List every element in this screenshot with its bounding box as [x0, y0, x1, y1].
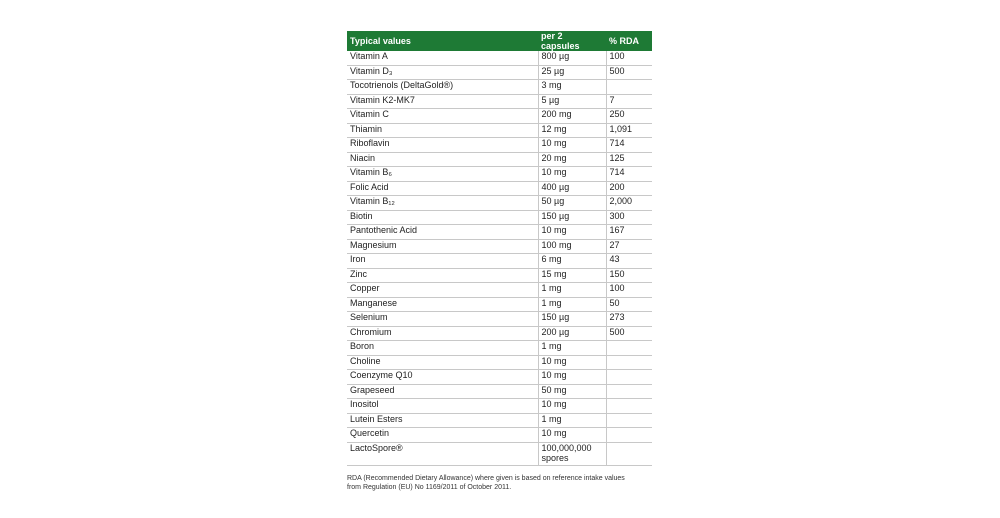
nutrient-amount: 10 mg	[538, 138, 606, 153]
nutrient-name: Iron	[347, 254, 538, 269]
nutrition-panel	[347, 31, 652, 492]
nutrient-rda	[606, 399, 652, 414]
nutrient-amount: 200 µg	[538, 326, 606, 341]
header-rda: % RDA	[606, 31, 652, 51]
nutrient-rda: 1,091	[606, 123, 652, 138]
nutrient-name: Grapeseed	[347, 384, 538, 399]
nutrient-rda: 7	[606, 94, 652, 109]
nutrient-name: Vitamin D₃	[347, 65, 538, 80]
nutrient-rda	[606, 384, 652, 399]
nutrient-name: Magnesium	[347, 239, 538, 254]
nutrient-amount: 15 mg	[538, 268, 606, 283]
nutrient-rda: 50	[606, 297, 652, 312]
nutrient-rda: 714	[606, 138, 652, 153]
header-typical-values: Typical values	[347, 31, 538, 51]
nutrient-amount: 100,000,000 spores	[538, 442, 606, 465]
nutrient-amount: 1 mg	[538, 413, 606, 428]
nutrient-rda: 300	[606, 210, 652, 225]
nutrient-rda: 43	[606, 254, 652, 269]
table-row	[347, 413, 652, 428]
nutrient-name: Folic Acid	[347, 181, 538, 196]
nutrient-rda	[606, 341, 652, 356]
nutrient-name: Boron	[347, 341, 538, 356]
table-row	[347, 384, 652, 399]
nutrient-name: Vitamin A	[347, 51, 538, 65]
nutrient-rda: 2,000	[606, 196, 652, 211]
nutrient-rda: 125	[606, 152, 652, 167]
nutrient-rda: 150	[606, 268, 652, 283]
nutrient-amount: 10 mg	[538, 399, 606, 414]
nutrient-name: Zinc	[347, 268, 538, 283]
table-row	[347, 94, 652, 109]
nutrient-rda	[606, 442, 652, 465]
nutrient-amount: 50 mg	[538, 384, 606, 399]
nutrient-amount: 10 mg	[538, 355, 606, 370]
nutrient-name: LactoSpore®	[347, 442, 538, 465]
table-row	[347, 326, 652, 341]
nutrient-name: Copper	[347, 283, 538, 298]
table-row	[347, 355, 652, 370]
nutrient-amount: 50 µg	[538, 196, 606, 211]
nutrient-rda: 250	[606, 109, 652, 124]
nutrient-rda: 167	[606, 225, 652, 240]
nutrient-rda	[606, 428, 652, 443]
nutrient-name: Selenium	[347, 312, 538, 327]
nutrient-rda: 100	[606, 51, 652, 65]
nutrient-rda: 200	[606, 181, 652, 196]
table-row	[347, 370, 652, 385]
nutrient-amount: 1 mg	[538, 297, 606, 312]
table-row	[347, 181, 652, 196]
table-row	[347, 167, 652, 182]
nutrient-amount: 10 mg	[538, 167, 606, 182]
nutrient-amount: 20 mg	[538, 152, 606, 167]
table-row	[347, 442, 652, 465]
nutrient-rda: 500	[606, 326, 652, 341]
nutrient-name: Riboflavin	[347, 138, 538, 153]
nutrient-name: Choline	[347, 355, 538, 370]
nutrient-rda: 273	[606, 312, 652, 327]
table-row	[347, 225, 652, 240]
nutrient-name: Vitamin K2-MK7	[347, 94, 538, 109]
nutrient-name: Manganese	[347, 297, 538, 312]
table-row	[347, 341, 652, 356]
table-row	[347, 109, 652, 124]
table-row	[347, 65, 652, 80]
rda-footnote: RDA (Recommended Dietary Allowance) where given is based on reference intake values from Regulation (EU) No 1169/2011 of October 2011.	[347, 474, 625, 491]
nutrient-amount: 800 µg	[538, 51, 606, 65]
nutrient-amount: 10 mg	[538, 225, 606, 240]
nutrient-name: Tocotrienols (DeltaGold®)	[347, 80, 538, 95]
nutrient-name: Chromium	[347, 326, 538, 341]
nutrient-rda: 714	[606, 167, 652, 182]
nutrient-name: Biotin	[347, 210, 538, 225]
nutrient-amount: 3 mg	[538, 80, 606, 95]
table-row	[347, 297, 652, 312]
nutrient-name: Vitamin B₆	[347, 167, 538, 182]
table-row	[347, 80, 652, 95]
nutrient-amount: 1 mg	[538, 283, 606, 298]
nutrient-name: Quercetin	[347, 428, 538, 443]
table-row	[347, 123, 652, 138]
nutrient-amount: 100 mg	[538, 239, 606, 254]
nutrient-rda	[606, 413, 652, 428]
nutrient-rda: 100	[606, 283, 652, 298]
table-row	[347, 138, 652, 153]
nutrient-amount: 5 µg	[538, 94, 606, 109]
table-row	[347, 283, 652, 298]
header-per-2-capsules: per 2 capsules	[538, 31, 606, 51]
nutrient-rda	[606, 80, 652, 95]
nutrient-amount: 150 µg	[538, 210, 606, 225]
table-body	[347, 51, 652, 465]
nutrient-name: Pantothenic Acid	[347, 225, 538, 240]
nutrient-amount: 400 µg	[538, 181, 606, 196]
table-row	[347, 399, 652, 414]
table-row	[347, 51, 652, 65]
header-row	[347, 31, 652, 51]
nutrient-rda: 500	[606, 65, 652, 80]
nutrient-amount: 10 mg	[538, 428, 606, 443]
nutrient-name: Thiamin	[347, 123, 538, 138]
nutrient-name: Vitamin B₁₂	[347, 196, 538, 211]
nutrient-amount: 25 µg	[538, 65, 606, 80]
nutrient-amount: 150 µg	[538, 312, 606, 327]
table-row	[347, 312, 652, 327]
nutrient-name: Lutein Esters	[347, 413, 538, 428]
table-row	[347, 268, 652, 283]
nutrient-amount: 1 mg	[538, 341, 606, 356]
table-row	[347, 428, 652, 443]
nutrient-amount: 6 mg	[538, 254, 606, 269]
table-row	[347, 254, 652, 269]
table-row	[347, 196, 652, 211]
nutrient-name: Inositol	[347, 399, 538, 414]
table-row	[347, 152, 652, 167]
nutrient-rda	[606, 370, 652, 385]
nutrient-amount: 10 mg	[538, 370, 606, 385]
nutrient-rda: 27	[606, 239, 652, 254]
nutrient-rda	[606, 355, 652, 370]
nutrient-amount: 12 mg	[538, 123, 606, 138]
nutrient-amount: 200 mg	[538, 109, 606, 124]
nutrient-name: Vitamin C	[347, 109, 538, 124]
nutrient-name: Niacin	[347, 152, 538, 167]
table-row	[347, 210, 652, 225]
table-header	[347, 31, 652, 51]
nutrient-name: Coenzyme Q10	[347, 370, 538, 385]
nutrition-table	[347, 31, 652, 466]
table-row	[347, 239, 652, 254]
